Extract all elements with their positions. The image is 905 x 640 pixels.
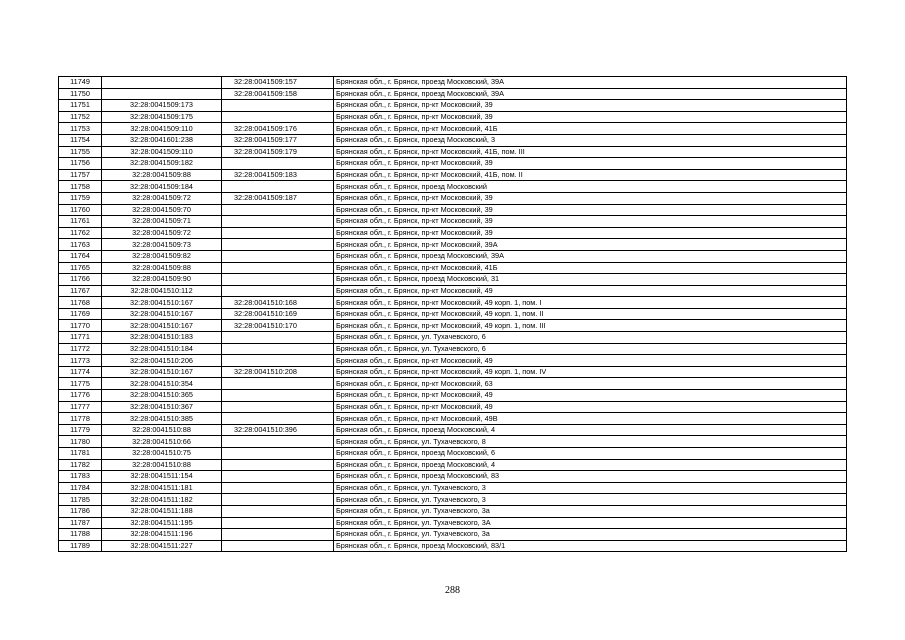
address-cell: Брянская обл., г. Брянск, ул. Тухачевского, 6 xyxy=(334,332,847,344)
cadastral-number-cell: 32:28:0041509:72 xyxy=(102,192,222,204)
cadastral-number-cell: 32:28:0041509:82 xyxy=(102,250,222,262)
address-cell: Брянская обл., г. Брянск, пр-кт Московский, 49 xyxy=(334,355,847,367)
row-number-cell: 11771 xyxy=(59,332,102,344)
table-row xyxy=(59,308,847,320)
address-cell: Брянская обл., г. Брянск, пр-кт Московский, 39 xyxy=(334,158,847,170)
cadastral-number-cell: 32:28:0041510:206 xyxy=(102,355,222,367)
address-cell: Брянская обл., г. Брянск, пр-кт Московский, 49 xyxy=(334,285,847,297)
cadastral-number-cell: 32:28:0041510:385 xyxy=(102,413,222,425)
related-cadastral-number-cell xyxy=(222,482,334,494)
address-cell: Брянская обл., г. Брянск, пр-кт Московский, 63 xyxy=(334,378,847,390)
address-cell: Брянская обл., г. Брянск, проезд Московский, 31 xyxy=(334,274,847,286)
row-number-cell: 11773 xyxy=(59,355,102,367)
cadastral-number-cell: 32:28:0041509:71 xyxy=(102,216,222,228)
address-cell: Брянская обл., г. Брянск, ул. Тухачевского, 3 xyxy=(334,482,847,494)
row-number-cell: 11767 xyxy=(59,285,102,297)
table-row xyxy=(59,158,847,170)
related-cadastral-number-cell: 32:28:0041510:396 xyxy=(222,424,334,436)
table-row xyxy=(59,459,847,471)
related-cadastral-number-cell: 32:28:0041509:176 xyxy=(222,123,334,135)
table-row xyxy=(59,390,847,402)
row-number-cell: 11765 xyxy=(59,262,102,274)
row-number-cell: 11751 xyxy=(59,100,102,112)
related-cadastral-number-cell xyxy=(222,227,334,239)
cadastral-number-cell: 32:28:0041511:182 xyxy=(102,494,222,506)
address-cell: Брянская обл., г. Брянск, ул. Тухачевского, 6 xyxy=(334,343,847,355)
row-number-cell: 11768 xyxy=(59,297,102,309)
cadastral-number-cell: 32:28:0041510:167 xyxy=(102,297,222,309)
table-row xyxy=(59,134,847,146)
address-cell: Брянская обл., г. Брянск, ул. Тухачевского, 3а xyxy=(334,505,847,517)
row-number-cell: 11788 xyxy=(59,529,102,541)
address-cell: Брянская обл., г. Брянск, ул. Тухачевского, 3а xyxy=(334,529,847,541)
table-row xyxy=(59,239,847,251)
row-number-cell: 11761 xyxy=(59,216,102,228)
cadastral-number-cell: 32:28:0041510:354 xyxy=(102,378,222,390)
row-number-cell: 11757 xyxy=(59,169,102,181)
cadastral-number-cell: 32:28:0041509:173 xyxy=(102,100,222,112)
table-row xyxy=(59,540,847,552)
table-row xyxy=(59,123,847,135)
row-number-cell: 11782 xyxy=(59,459,102,471)
address-cell: Брянская обл., г. Брянск, пр-кт Московский, 39 xyxy=(334,111,847,123)
address-cell: Брянская обл., г. Брянск, пр-кт Московский, 41Б xyxy=(334,262,847,274)
table-row xyxy=(59,216,847,228)
related-cadastral-number-cell: 32:28:0041510:169 xyxy=(222,308,334,320)
cadastral-number-cell: 32:28:0041510:167 xyxy=(102,366,222,378)
address-cell: Брянская обл., г. Брянск, проезд Московский, 39А xyxy=(334,77,847,89)
table-row xyxy=(59,413,847,425)
related-cadastral-number-cell xyxy=(222,250,334,262)
related-cadastral-number-cell xyxy=(222,100,334,112)
related-cadastral-number-cell xyxy=(222,517,334,529)
cadastral-number-cell: 32:28:0041510:183 xyxy=(102,332,222,344)
related-cadastral-number-cell xyxy=(222,505,334,517)
cadastral-number-cell: 32:28:0041509:88 xyxy=(102,262,222,274)
table-row xyxy=(59,366,847,378)
table-row xyxy=(59,529,847,541)
table-body xyxy=(59,77,847,552)
row-number-cell: 11787 xyxy=(59,517,102,529)
table-row xyxy=(59,343,847,355)
related-cadastral-number-cell: 32:28:0041509:187 xyxy=(222,192,334,204)
cadastral-number-cell: 32:28:0041509:88 xyxy=(102,169,222,181)
table-row xyxy=(59,100,847,112)
row-number-cell: 11758 xyxy=(59,181,102,193)
related-cadastral-number-cell: 32:28:0041510:168 xyxy=(222,297,334,309)
related-cadastral-number-cell xyxy=(222,181,334,193)
address-cell: Брянская обл., г. Брянск, проезд Московский, 4 xyxy=(334,459,847,471)
related-cadastral-number-cell: 32:28:0041509:183 xyxy=(222,169,334,181)
address-cell: Брянская обл., г. Брянск, пр-кт Московский, 41Б xyxy=(334,123,847,135)
row-number-cell: 11766 xyxy=(59,274,102,286)
cadastral-number-cell xyxy=(102,88,222,100)
table-row xyxy=(59,262,847,274)
related-cadastral-number-cell xyxy=(222,540,334,552)
address-cell: Брянская обл., г. Брянск, проезд Московский, 6 xyxy=(334,448,847,460)
table-row xyxy=(59,297,847,309)
address-cell: Брянская обл., г. Брянск, пр-кт Московский, 39 xyxy=(334,227,847,239)
address-cell: Брянская обл., г. Брянск, ул. Тухачевского, 8 xyxy=(334,436,847,448)
row-number-cell: 11777 xyxy=(59,401,102,413)
cadastral-number-cell: 32:28:0041509:70 xyxy=(102,204,222,216)
table-row xyxy=(59,77,847,89)
related-cadastral-number-cell xyxy=(222,332,334,344)
related-cadastral-number-cell xyxy=(222,204,334,216)
cadastral-number-cell: 32:28:0041510:112 xyxy=(102,285,222,297)
table-row xyxy=(59,332,847,344)
related-cadastral-number-cell xyxy=(222,448,334,460)
cadastral-number-cell: 32:28:0041509:184 xyxy=(102,181,222,193)
related-cadastral-number-cell: 32:28:0041510:170 xyxy=(222,320,334,332)
row-number-cell: 11756 xyxy=(59,158,102,170)
cadastral-number-cell: 32:28:0041510:365 xyxy=(102,390,222,402)
row-number-cell: 11760 xyxy=(59,204,102,216)
address-cell: Брянская обл., г. Брянск, пр-кт Московский, 39 xyxy=(334,204,847,216)
table-row xyxy=(59,436,847,448)
cadastral-number-cell: 32:28:0041509:90 xyxy=(102,274,222,286)
row-number-cell: 11769 xyxy=(59,308,102,320)
cadastral-number-cell: 32:28:0041509:110 xyxy=(102,123,222,135)
table-row xyxy=(59,169,847,181)
row-number-cell: 11783 xyxy=(59,471,102,483)
table-row xyxy=(59,285,847,297)
cadastral-number-cell xyxy=(102,77,222,89)
related-cadastral-number-cell xyxy=(222,355,334,367)
address-cell: Брянская обл., г. Брянск, проезд Московский, 83 xyxy=(334,471,847,483)
table-row xyxy=(59,146,847,158)
row-number-cell: 11772 xyxy=(59,343,102,355)
cadastral-number-cell: 32:28:0041510:184 xyxy=(102,343,222,355)
row-number-cell: 11786 xyxy=(59,505,102,517)
row-number-cell: 11749 xyxy=(59,77,102,89)
related-cadastral-number-cell xyxy=(222,158,334,170)
property-registry-table xyxy=(58,76,847,552)
related-cadastral-number-cell xyxy=(222,529,334,541)
address-cell: Брянская обл., г. Брянск, пр-кт Московский, 49В xyxy=(334,413,847,425)
related-cadastral-number-cell xyxy=(222,262,334,274)
row-number-cell: 11754 xyxy=(59,134,102,146)
row-number-cell: 11770 xyxy=(59,320,102,332)
related-cadastral-number-cell xyxy=(222,239,334,251)
table-row xyxy=(59,448,847,460)
cadastral-number-cell: 32:28:0041511:154 xyxy=(102,471,222,483)
row-number-cell: 11750 xyxy=(59,88,102,100)
address-cell: Брянская обл., г. Брянск, пр-кт Московский, 49 корп. 1, пом. II xyxy=(334,308,847,320)
related-cadastral-number-cell xyxy=(222,111,334,123)
row-number-cell: 11776 xyxy=(59,390,102,402)
address-cell: Брянская обл., г. Брянск, пр-кт Московский, 39 xyxy=(334,100,847,112)
address-cell: Брянская обл., г. Брянск, пр-кт Московский, 49 корп. 1, пом. III xyxy=(334,320,847,332)
row-number-cell: 11763 xyxy=(59,239,102,251)
cadastral-number-cell: 32:28:0041509:182 xyxy=(102,158,222,170)
cadastral-number-cell: 32:28:0041509:72 xyxy=(102,227,222,239)
related-cadastral-number-cell xyxy=(222,343,334,355)
address-cell: Брянская обл., г. Брянск, пр-кт Московский, 49 xyxy=(334,401,847,413)
address-cell: Брянская обл., г. Брянск, пр-кт Московский, 41Б, пом. III xyxy=(334,146,847,158)
table-row xyxy=(59,227,847,239)
table-row xyxy=(59,471,847,483)
page-number: 288 xyxy=(445,585,460,596)
related-cadastral-number-cell xyxy=(222,285,334,297)
row-number-cell: 11762 xyxy=(59,227,102,239)
cadastral-number-cell: 32:28:0041511:181 xyxy=(102,482,222,494)
row-number-cell: 11789 xyxy=(59,540,102,552)
row-number-cell: 11784 xyxy=(59,482,102,494)
table-row xyxy=(59,505,847,517)
cadastral-number-cell: 32:28:0041510:88 xyxy=(102,424,222,436)
related-cadastral-number-cell xyxy=(222,459,334,471)
related-cadastral-number-cell: 32:28:0041509:177 xyxy=(222,134,334,146)
address-cell: Брянская обл., г. Брянск, проезд Московский, 39А xyxy=(334,88,847,100)
row-number-cell: 11775 xyxy=(59,378,102,390)
cadastral-number-cell: 32:28:0041509:110 xyxy=(102,146,222,158)
cadastral-number-cell: 32:28:0041511:188 xyxy=(102,505,222,517)
row-number-cell: 11781 xyxy=(59,448,102,460)
address-cell: Брянская обл., г. Брянск, проезд Московский, 39А xyxy=(334,250,847,262)
cadastral-number-cell: 32:28:0041509:73 xyxy=(102,239,222,251)
related-cadastral-number-cell: 32:28:0041510:208 xyxy=(222,366,334,378)
cadastral-number-cell: 32:28:0041510:167 xyxy=(102,320,222,332)
table-row xyxy=(59,181,847,193)
address-cell: Брянская обл., г. Брянск, проезд Московский, 83/1 xyxy=(334,540,847,552)
related-cadastral-number-cell xyxy=(222,494,334,506)
row-number-cell: 11785 xyxy=(59,494,102,506)
address-cell: Брянская обл., г. Брянск, пр-кт Московский, 41Б, пом. II xyxy=(334,169,847,181)
related-cadastral-number-cell xyxy=(222,274,334,286)
address-cell: Брянская обл., г. Брянск, пр-кт Московский, 39 xyxy=(334,216,847,228)
cadastral-number-cell: 32:28:0041510:66 xyxy=(102,436,222,448)
related-cadastral-number-cell xyxy=(222,471,334,483)
related-cadastral-number-cell xyxy=(222,216,334,228)
row-number-cell: 11780 xyxy=(59,436,102,448)
related-cadastral-number-cell: 32:28:0041509:158 xyxy=(222,88,334,100)
address-cell: Брянская обл., г. Брянск, пр-кт Московский, 49 корп. 1, пом. IV xyxy=(334,366,847,378)
row-number-cell: 11753 xyxy=(59,123,102,135)
row-number-cell: 11778 xyxy=(59,413,102,425)
table-row xyxy=(59,401,847,413)
cadastral-number-cell: 32:28:0041511:195 xyxy=(102,517,222,529)
row-number-cell: 11779 xyxy=(59,424,102,436)
related-cadastral-number-cell xyxy=(222,413,334,425)
related-cadastral-number-cell xyxy=(222,401,334,413)
row-number-cell: 11759 xyxy=(59,192,102,204)
table-row xyxy=(59,494,847,506)
address-cell: Брянская обл., г. Брянск, пр-кт Московский, 49 xyxy=(334,390,847,402)
table-row xyxy=(59,88,847,100)
address-cell: Брянская обл., г. Брянск, проезд Московский, 3 xyxy=(334,134,847,146)
table-row xyxy=(59,192,847,204)
cadastral-number-cell: 32:28:0041601:238 xyxy=(102,134,222,146)
row-number-cell: 11764 xyxy=(59,250,102,262)
address-cell: Брянская обл., г. Брянск, проезд Московский xyxy=(334,181,847,193)
cadastral-number-cell: 32:28:0041510:167 xyxy=(102,308,222,320)
cadastral-number-cell: 32:28:0041510:367 xyxy=(102,401,222,413)
row-number-cell: 11755 xyxy=(59,146,102,158)
table-row xyxy=(59,517,847,529)
table-row xyxy=(59,355,847,367)
table-row xyxy=(59,424,847,436)
cadastral-number-cell: 32:28:0041510:75 xyxy=(102,448,222,460)
cadastral-number-cell: 32:28:0041510:88 xyxy=(102,459,222,471)
cadastral-number-cell: 32:28:0041509:175 xyxy=(102,111,222,123)
related-cadastral-number-cell xyxy=(222,390,334,402)
address-cell: Брянская обл., г. Брянск, пр-кт Московский, 49 корп. 1, пом. I xyxy=(334,297,847,309)
table-row xyxy=(59,111,847,123)
address-cell: Брянская обл., г. Брянск, пр-кт Московский, 39А xyxy=(334,239,847,251)
table-row xyxy=(59,320,847,332)
table-row xyxy=(59,274,847,286)
table-row xyxy=(59,378,847,390)
row-number-cell: 11752 xyxy=(59,111,102,123)
related-cadastral-number-cell: 32:28:0041509:157 xyxy=(222,77,334,89)
related-cadastral-number-cell: 32:28:0041509:179 xyxy=(222,146,334,158)
cadastral-number-cell: 32:28:0041511:227 xyxy=(102,540,222,552)
address-cell: Брянская обл., г. Брянск, проезд Московский, 4 xyxy=(334,424,847,436)
cadastral-number-cell: 32:28:0041511:196 xyxy=(102,529,222,541)
table-row xyxy=(59,250,847,262)
row-number-cell: 11774 xyxy=(59,366,102,378)
address-cell: Брянская обл., г. Брянск, ул. Тухачевского, 3 xyxy=(334,494,847,506)
related-cadastral-number-cell xyxy=(222,436,334,448)
related-cadastral-number-cell xyxy=(222,378,334,390)
table-row xyxy=(59,482,847,494)
address-cell: Брянская обл., г. Брянск, ул. Тухачевского, 3А xyxy=(334,517,847,529)
address-cell: Брянская обл., г. Брянск, пр-кт Московский, 39 xyxy=(334,192,847,204)
table-row xyxy=(59,204,847,216)
